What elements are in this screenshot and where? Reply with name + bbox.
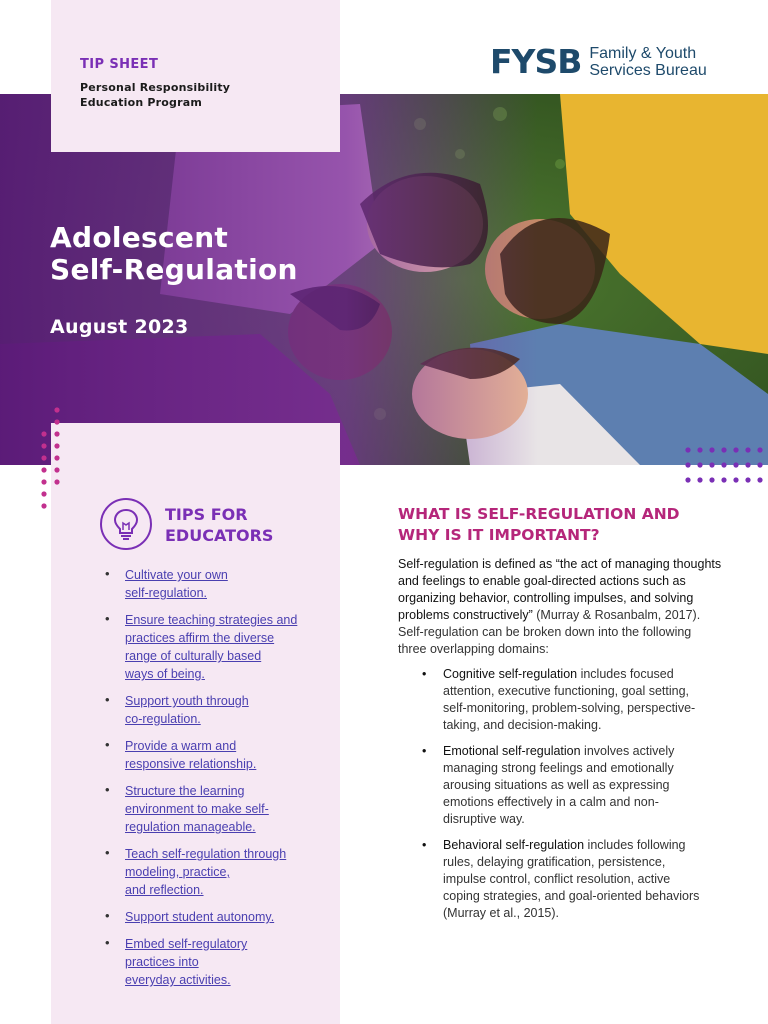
tip-link[interactable]: Teach self-regulation through modeling, practice, and reflection. bbox=[125, 847, 287, 897]
domain-item bbox=[420, 666, 710, 734]
tip-item bbox=[105, 611, 325, 683]
tip-sheet-header bbox=[51, 0, 340, 152]
logo-line-2: Services Bureau bbox=[589, 62, 707, 79]
domain-term: Emotional self-regulation bbox=[443, 744, 581, 758]
domain-term: Behavioral self-regulation bbox=[443, 838, 585, 852]
tip-link[interactable]: Cultivate your own self-regulation. bbox=[125, 568, 228, 600]
tip-sheet-label: TIP SHEET bbox=[80, 57, 159, 72]
hero-date: August 2023 bbox=[50, 316, 189, 338]
tip-link[interactable]: Support student autonomy. bbox=[125, 910, 275, 924]
tip-item bbox=[105, 908, 325, 926]
tips-list bbox=[105, 566, 325, 998]
tip-link[interactable]: Ensure teaching strategies and practices affirm the diverse range of culturally based ways of being. bbox=[125, 613, 298, 681]
domain-description: involves actively managing strong feelings and emotionally arousing situations as well as expressing emotions effectively in a calm and non-disruptive way. bbox=[443, 744, 675, 826]
domain-list bbox=[420, 666, 710, 931]
tip-link[interactable]: Support youth through co-regulation. bbox=[125, 694, 249, 726]
tip-link[interactable]: Provide a warm and responsive relationship. bbox=[125, 739, 257, 771]
domain-description: includes focused attention, executive functioning, goal setting, self-monitoring, problem-solving, perspective-taking, and decision-making. bbox=[443, 667, 696, 732]
tips-heading bbox=[165, 504, 325, 546]
domain-item bbox=[420, 743, 710, 828]
domain-description: includes following rules, delaying gratification, persistence, impulse control, conflict resolution, active coping strategies, and goal-oriented behaviors (Murray et al., 2015). bbox=[443, 838, 700, 920]
hero-title-line-1: Adolescent bbox=[50, 221, 229, 254]
domain-item bbox=[420, 837, 710, 922]
hero-title-line-2: Self-Regulation bbox=[50, 253, 298, 286]
tip-item bbox=[105, 737, 325, 773]
tip-item bbox=[105, 935, 325, 989]
logo-text bbox=[589, 45, 706, 79]
decorative-dots-right bbox=[680, 444, 768, 486]
decorative-dots-left bbox=[36, 406, 66, 518]
tip-item bbox=[105, 692, 325, 728]
lightbulb-icon bbox=[99, 497, 153, 551]
fysb-logo bbox=[490, 42, 707, 82]
domain-term: Cognitive self-regulation bbox=[443, 667, 578, 681]
tip-link[interactable]: Structure the learning environment to make self- regulation manageable. bbox=[125, 784, 269, 834]
tips-sidebar bbox=[51, 423, 340, 1024]
intro-paragraph bbox=[398, 556, 723, 658]
tip-link[interactable]: Embed self-regulatory practices into everyday activities. bbox=[125, 937, 248, 987]
tip-item bbox=[105, 782, 325, 836]
tips-heading-line-1: TIPS FOR bbox=[165, 505, 248, 524]
logo-line-1: Family & Youth bbox=[589, 45, 697, 62]
intro-definition: Self-regulation is defined as “the act of managing thoughts and feelings to enable goal-directed actions such as organizing behavior, controlling impulses, and solving problems constructively” bbox=[398, 557, 722, 622]
section-heading: WHAT IS SELF-REGULATION AND WHY IS IT IMPORTANT? bbox=[398, 505, 680, 544]
tip-item bbox=[105, 566, 325, 602]
intro-continuation: (Murray & Rosanbalm, 2017). Self-regulation can be broken down into the following three overlapping domains: bbox=[398, 608, 701, 656]
logo-mark: FYSB bbox=[490, 42, 582, 81]
tip-item bbox=[105, 845, 325, 899]
tips-heading-line-2: EDUCATORS bbox=[165, 526, 274, 545]
program-name: Personal Responsibility Education Program bbox=[80, 81, 231, 109]
hero-title bbox=[50, 222, 298, 286]
